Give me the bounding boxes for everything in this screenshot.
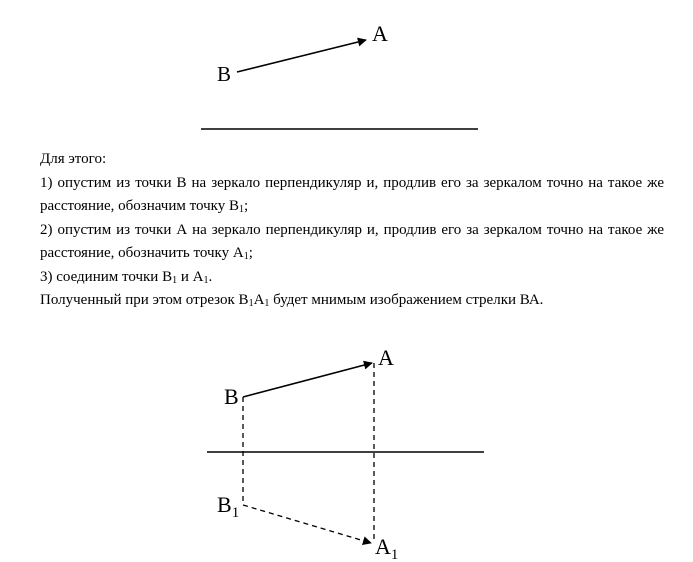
point-label-b1-subscript: 1	[231, 505, 240, 521]
step-2-subscript: 1	[243, 251, 249, 262]
arrow-ba	[243, 363, 372, 397]
arrow-b1a1	[243, 505, 371, 543]
point-label-b: B	[224, 384, 239, 409]
point-label-b1-letter: B	[217, 492, 232, 517]
point-label-b: B	[217, 62, 232, 86]
intro-line: Для этого:	[40, 151, 107, 167]
step-2-text: 2) опустим из точки А на зеркало перпендикуляр и, продлив его за зеркалом точно на такое же расстояние, обозначить точку А	[40, 221, 664, 261]
point-label-a1-letter: A	[375, 534, 391, 559]
step-2-end: ;	[248, 245, 253, 261]
point-label-b1	[217, 492, 239, 521]
point-label-a: A	[378, 345, 394, 370]
point-label-a1-subscript: 1	[390, 547, 399, 562]
step-1-text: 1) опустим из точки В на зеркало перпендикуляр и, продлив его за зеркалом точно на такое же расстояние, обозначим точку В	[40, 174, 664, 214]
step-3-subscript-1: 1	[172, 274, 178, 286]
conclusion-mid: А	[253, 292, 265, 308]
step-3-mid: и А	[177, 268, 204, 285]
conclusion-post: будет мнимым изображением стрелки ВА.	[269, 292, 544, 308]
step-1-end: ;	[243, 198, 249, 214]
step-3-text: 3) соединим точки В	[40, 268, 173, 285]
step-3-subscript-2: 1	[203, 274, 209, 286]
point-label-a1	[375, 534, 398, 562]
conclusion-subscript-1: 1	[248, 298, 254, 309]
step-1-subscript: 1	[238, 204, 244, 215]
point-label-a: A	[372, 21, 388, 46]
conclusion-subscript-2: 1	[264, 298, 270, 309]
conclusion-pre: Полученный при этом отрезок В	[40, 292, 249, 308]
step-3-end: .	[208, 268, 213, 285]
